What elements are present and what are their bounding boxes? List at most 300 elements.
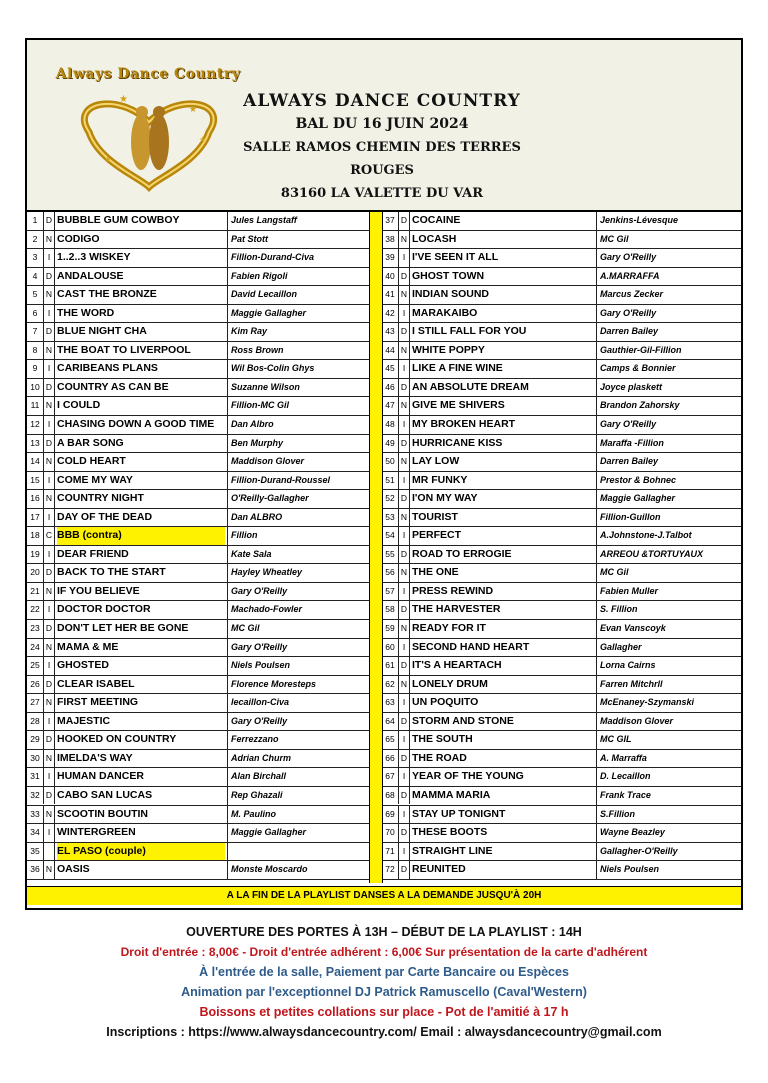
playlist-row	[382, 750, 741, 769]
playlist-row	[382, 824, 741, 843]
dance-level: D	[399, 212, 410, 230]
dance-number: 44	[382, 342, 399, 360]
choreographer: Gary O'Reilly	[600, 307, 657, 318]
column-separator	[227, 620, 228, 638]
choreographer: Gary O'Reilly	[600, 419, 657, 430]
dance-level: I	[44, 249, 55, 267]
dance-level: D	[399, 323, 410, 341]
choreographer: Maddison Glover	[231, 456, 305, 467]
dance-number: 3	[27, 249, 44, 267]
dance-title: GIVE ME SHIVERS	[412, 399, 505, 412]
playlist-row	[27, 397, 369, 416]
column-separator	[596, 323, 597, 341]
dance-title: GHOSTED	[57, 659, 109, 672]
dance-level: I	[44, 824, 55, 842]
dance-title: DOCTOR DOCTOR	[57, 603, 151, 616]
choreographer: Evan Vanscoyk	[600, 623, 666, 634]
dance-level: I	[399, 249, 410, 267]
playlist-row	[27, 731, 369, 750]
column-separator	[596, 768, 597, 786]
column-separator	[596, 472, 597, 490]
dance-number: 15	[27, 472, 44, 490]
playlist-row	[27, 379, 369, 398]
choreographer: Fillion-Guillon	[600, 511, 661, 522]
dance-title: STORM AND STONE	[412, 714, 514, 727]
column-separator	[596, 601, 597, 619]
column-separator	[227, 861, 228, 879]
choreographer: Ferrezzano	[231, 734, 279, 745]
choreographer: Fillion-MC Gil	[231, 400, 289, 411]
choreographer	[231, 843, 369, 861]
choreographer: Niels Poulsen	[600, 864, 660, 875]
choreographer: MC Gil	[231, 623, 260, 634]
choreographer: Ross Brown	[231, 344, 284, 355]
playlist-row	[382, 861, 741, 880]
dance-number: 72	[382, 861, 399, 879]
dance-number: 30	[27, 750, 44, 768]
column-separator	[596, 546, 597, 564]
dance-title: MR FUNKY	[412, 473, 468, 486]
column-separator	[596, 360, 597, 378]
playlist-row	[382, 342, 741, 361]
dance-number: 18	[27, 527, 44, 545]
dance-number: 28	[27, 713, 44, 731]
choreographer: S.Fillion	[600, 808, 635, 819]
dance-number: 56	[382, 564, 399, 582]
choreographer: Maggie Gallagher	[600, 493, 676, 504]
column-separator	[596, 490, 597, 508]
column-separator	[596, 843, 597, 861]
dance-level: I	[44, 472, 55, 490]
playlist-row	[382, 490, 741, 509]
dance-title: MAMMA MARIA	[412, 788, 491, 801]
contact-info: Inscriptions : https://www.alwaysdancecountry.com/ Email : alwaysdancecountry@gmail.com	[106, 1025, 662, 1039]
event-titles	[227, 90, 537, 205]
choreographer: Darren Bailey	[600, 456, 659, 467]
dance-title: DON'T LET HER BE GONE	[57, 622, 189, 635]
dance-title: I'VE SEEN IT ALL	[412, 251, 499, 264]
dance-number: 19	[27, 546, 44, 564]
dance-title: IF YOU BELIEVE	[57, 584, 140, 597]
column-separator	[596, 787, 597, 805]
playlist-row	[27, 416, 369, 435]
dance-level: I	[399, 416, 410, 434]
dance-number: 53	[382, 509, 399, 527]
choreographer: Alan Birchall	[231, 771, 287, 782]
dance-title: COCAINE	[412, 214, 461, 226]
dance-title: GHOST TOWN	[412, 269, 485, 282]
dance-title: COLD HEART	[57, 455, 126, 468]
column-separator	[227, 397, 228, 415]
dance-number: 51	[382, 472, 399, 490]
svg-text:★: ★	[104, 155, 112, 164]
dance-level: I	[399, 694, 410, 712]
playlist-row	[382, 583, 741, 602]
choreographer: Gary O'Reilly	[231, 641, 288, 652]
dance-number: 23	[27, 620, 44, 638]
choreographer: Ben Murphy	[231, 437, 284, 448]
dance-level: I	[399, 472, 410, 490]
column-separator	[227, 305, 228, 323]
event-date: BAL DU 16 JUIN 2024	[295, 116, 469, 132]
dance-number: 64	[382, 713, 399, 731]
dance-title: MARAKAIBO	[412, 306, 478, 319]
dance-level: I	[399, 843, 410, 861]
playlist-row	[27, 212, 369, 231]
dance-number: 11	[27, 397, 44, 415]
choreographer: Marcus Zecker	[600, 289, 664, 300]
dance-level: N	[44, 861, 55, 879]
playlist-row	[27, 657, 369, 676]
playlist-row	[382, 435, 741, 454]
dance-number: 41	[382, 286, 399, 304]
choreographer: Dan ALBRO	[231, 511, 283, 522]
dance-title: EL PASO (couple)	[57, 843, 225, 861]
dance-level: D	[399, 824, 410, 842]
playlist-row	[27, 527, 369, 546]
dance-title: HUMAN DANCER	[57, 770, 144, 783]
choreographer: Florence Moresteps	[231, 678, 317, 689]
playlist-row	[382, 416, 741, 435]
dance-number: 49	[382, 435, 399, 453]
dance-level: D	[399, 268, 410, 286]
choreographer: MC Gil	[600, 233, 629, 244]
dance-level: D	[44, 268, 55, 286]
choreographer: Gary O'Reilly	[231, 585, 288, 596]
dance-title: THESE BOOTS	[412, 826, 488, 839]
playlist-row	[382, 657, 741, 676]
column-separator	[596, 731, 597, 749]
dance-number: 25	[27, 657, 44, 675]
playlist-row	[382, 323, 741, 342]
dance-level: D	[399, 601, 410, 619]
choreographer: Niels Poulsen	[231, 660, 291, 671]
playlist-row	[27, 490, 369, 509]
dance-number: 69	[382, 806, 399, 824]
playlist-left-column	[27, 212, 369, 880]
dance-number: 2	[27, 231, 44, 249]
choreographer: Adrian Churm	[231, 752, 292, 763]
column-separator	[596, 286, 597, 304]
playlist-row	[27, 787, 369, 806]
dance-number: 40	[382, 268, 399, 286]
dance-number: 57	[382, 583, 399, 601]
dance-number: 70	[382, 824, 399, 842]
dance-number: 48	[382, 416, 399, 434]
dance-title: THE BOAT TO LIVERPOOL	[57, 343, 191, 356]
playlist-right-column	[382, 212, 741, 880]
playlist-row	[382, 620, 741, 639]
dance-number: 42	[382, 305, 399, 323]
dance-level: I	[44, 360, 55, 378]
choreographer: Gary O'Reilly	[231, 715, 288, 726]
logo-text: Always Dance Country	[55, 66, 241, 82]
dance-level: I	[44, 546, 55, 564]
dance-level: I	[399, 639, 410, 657]
dance-level: N	[44, 453, 55, 471]
playlist-row	[27, 750, 369, 769]
dance-number: 12	[27, 416, 44, 434]
dance-title: DEAR FRIEND	[57, 547, 129, 560]
choreographer: Prestor & Bohnec	[600, 474, 677, 485]
playlist-row	[27, 694, 369, 713]
dance-number: 47	[382, 397, 399, 415]
svg-text:★: ★	[189, 104, 198, 114]
dance-level: D	[399, 379, 410, 397]
dance-number: 39	[382, 249, 399, 267]
dance-level	[44, 843, 55, 861]
column-separator	[227, 360, 228, 378]
logo	[49, 62, 249, 202]
choreographer: McEnaney-Szymanski	[600, 697, 695, 708]
dance-title: PERFECT	[412, 529, 462, 542]
column-separator	[596, 397, 597, 415]
column-separator	[227, 268, 228, 286]
playlist-row	[382, 713, 741, 732]
playlist-row	[382, 472, 741, 491]
choreographer: Lorna Cairns	[600, 660, 656, 671]
dance-number: 22	[27, 601, 44, 619]
column-divider	[369, 212, 383, 883]
choreographer: Machado-Fowler	[231, 604, 303, 615]
column-separator	[596, 249, 597, 267]
dance-title: BBB (contra)	[57, 527, 225, 545]
dance-number: 58	[382, 601, 399, 619]
column-separator	[227, 472, 228, 490]
dance-level: I	[399, 583, 410, 601]
choreographer: D. Lecaillon	[600, 771, 651, 782]
column-separator	[227, 453, 228, 471]
dance-number: 46	[382, 379, 399, 397]
dance-title: YEAR OF THE YOUNG	[412, 770, 524, 783]
dance-number: 38	[382, 231, 399, 249]
choreographer: Hayley Wheatley	[231, 567, 303, 578]
dance-number: 66	[382, 750, 399, 768]
dance-level: N	[44, 231, 55, 249]
playlist-row	[382, 694, 741, 713]
dance-level: I	[399, 360, 410, 378]
choreographer: lecaillon-Civa	[231, 697, 290, 708]
choreographer: Jules Langstaff	[231, 215, 297, 225]
playlist-row	[27, 342, 369, 361]
playlist-row	[27, 768, 369, 787]
column-separator	[227, 286, 228, 304]
dance-title: WINTERGREEN	[57, 826, 136, 839]
choreographer: Gary O'Reilly	[600, 252, 657, 263]
header	[27, 40, 741, 212]
column-separator	[227, 713, 228, 731]
choreographer: A. Marraffa	[600, 752, 647, 763]
playlist-row	[382, 639, 741, 658]
dance-number: 61	[382, 657, 399, 675]
dance-level: D	[399, 546, 410, 564]
column-separator	[596, 861, 597, 879]
playlist-row	[27, 601, 369, 620]
dance-number: 43	[382, 323, 399, 341]
choreographer: Fillion	[231, 530, 258, 541]
column-separator	[227, 657, 228, 675]
choreographer: MC Gil	[600, 567, 629, 578]
choreographer: David Lecaillon	[231, 289, 298, 300]
column-separator	[596, 453, 597, 471]
column-separator	[596, 806, 597, 824]
column-separator	[227, 379, 228, 397]
dance-number: 20	[27, 564, 44, 582]
dance-title: CHASING DOWN A GOOD TIME	[57, 418, 215, 431]
dance-number: 35	[27, 843, 44, 861]
choreographer: Fillion-Durand-Roussel	[231, 474, 330, 485]
dance-number: 7	[27, 323, 44, 341]
dance-level: D	[44, 435, 55, 453]
playlist-row	[27, 435, 369, 454]
column-separator	[227, 601, 228, 619]
dance-title: OASIS	[57, 863, 90, 876]
playlist-row	[382, 509, 741, 528]
svg-text:★: ★	[199, 135, 207, 144]
dance-number: 4	[27, 268, 44, 286]
playlist-row	[27, 268, 369, 287]
dance-title: AN ABSOLUTE DREAM	[412, 380, 529, 393]
playlist-row	[27, 305, 369, 324]
playlist-row	[27, 231, 369, 250]
choreographer: Maggie Gallagher	[231, 307, 307, 318]
column-separator	[227, 676, 228, 694]
dance-number: 59	[382, 620, 399, 638]
dance-level: N	[399, 286, 410, 304]
dance-level: I	[44, 601, 55, 619]
playlist-row	[382, 843, 741, 862]
column-separator	[596, 305, 597, 323]
choreographer: Monste Moscardo	[231, 864, 308, 875]
column-separator	[596, 435, 597, 453]
dance-level: D	[44, 787, 55, 805]
column-separator	[596, 583, 597, 601]
column-separator	[596, 676, 597, 694]
dance-number: 13	[27, 435, 44, 453]
dance-title: FIRST MEETING	[57, 696, 139, 709]
dance-level: I	[44, 305, 55, 323]
dance-title: IMELDA'S WAY	[57, 751, 133, 764]
dance-title: COME MY WAY	[57, 473, 133, 486]
playlist-footer-note: A LA FIN DE LA PLAYLIST DANSES A LA DEMANDE JUSQU'À 20H	[27, 886, 741, 905]
choreographer: Gauthier-Gil-Fillion	[600, 344, 682, 355]
svg-text:★: ★	[119, 94, 128, 105]
playlist-row	[382, 360, 741, 379]
dance-number: 26	[27, 676, 44, 694]
choreographer: Dan Albro	[231, 419, 274, 430]
choreographer: Wayne Beazley	[600, 827, 665, 838]
playlist-row	[27, 509, 369, 528]
dance-title: INDIAN SOUND	[412, 288, 490, 301]
dance-title: STRAIGHT LINE	[412, 844, 493, 857]
playlist-row	[382, 212, 741, 231]
column-separator	[227, 435, 228, 453]
column-separator	[227, 490, 228, 508]
dance-number: 17	[27, 509, 44, 527]
playlist-row	[27, 824, 369, 843]
opening-hours: OUVERTURE DES PORTES À 13H – DÉBUT DE LA PLAYLIST : 14H	[186, 925, 582, 939]
dance-title: 1..2..3 WISKEY	[57, 251, 131, 264]
playlist-row	[27, 676, 369, 695]
column-separator	[596, 509, 597, 527]
playlist-row	[27, 806, 369, 825]
choreographer: A.MARRAFFA	[600, 270, 660, 281]
column-separator	[596, 824, 597, 842]
dance-title: CAST THE BRONZE	[57, 288, 157, 301]
column-separator	[227, 416, 228, 434]
playlist-row	[27, 546, 369, 565]
dance-number: 14	[27, 453, 44, 471]
choreographer: Gallagher-O'Reilly	[600, 845, 678, 856]
dj-info: Animation par l'exceptionnel DJ Patrick Ramuscello (Caval'Western)	[181, 985, 587, 999]
dance-number: 24	[27, 639, 44, 657]
playlist-row	[27, 360, 369, 379]
dance-number: 6	[27, 305, 44, 323]
choreographer: Joyce plaskett	[600, 381, 663, 392]
playlist-row	[27, 861, 369, 880]
choreographer: Jenkins-Lévesque	[600, 215, 679, 225]
dance-level: N	[399, 564, 410, 582]
dance-title: I COULD	[57, 399, 101, 412]
column-separator	[596, 620, 597, 638]
playlist-row	[382, 453, 741, 472]
dance-number: 9	[27, 360, 44, 378]
drinks-info: Boissons et petites collations sur place - Pot de l'amitié à 17 h	[199, 1005, 569, 1019]
playlist-row	[382, 806, 741, 825]
dance-number: 8	[27, 342, 44, 360]
dance-level: D	[399, 490, 410, 508]
dance-level: I	[399, 305, 410, 323]
dance-number: 27	[27, 694, 44, 712]
dance-title: LIKE A FINE WINE	[412, 362, 503, 375]
playlist-row	[382, 676, 741, 695]
dance-level: D	[399, 750, 410, 768]
dance-level: N	[399, 676, 410, 694]
dance-number: 10	[27, 379, 44, 397]
dance-level: N	[44, 694, 55, 712]
column-separator	[596, 657, 597, 675]
dance-number: 52	[382, 490, 399, 508]
playlist-row	[382, 564, 741, 583]
dance-title: MAJESTIC	[57, 714, 111, 727]
playlist-row	[382, 379, 741, 398]
dance-level: I	[44, 657, 55, 675]
choreographer: ARREOU &TORTUYAUX	[600, 548, 704, 559]
column-separator	[227, 768, 228, 786]
dance-level: D	[399, 435, 410, 453]
dance-title: CABO SAN LUCAS	[57, 788, 153, 801]
event-info	[0, 922, 768, 1042]
dance-level: D	[399, 861, 410, 879]
column-separator	[227, 787, 228, 805]
dance-level: I	[44, 509, 55, 527]
dance-title: I STILL FALL FOR YOU	[412, 325, 527, 338]
dance-number: 60	[382, 639, 399, 657]
column-separator	[227, 323, 228, 341]
dance-level: I	[44, 713, 55, 731]
playlist-row	[382, 286, 741, 305]
choreographer: A.Johnstone-J.Talbot	[600, 530, 692, 541]
playlist-row	[27, 620, 369, 639]
dance-number: 71	[382, 843, 399, 861]
dance-title: CLEAR ISABEL	[57, 677, 135, 690]
playlist-row	[27, 249, 369, 268]
column-separator	[596, 231, 597, 249]
column-separator	[227, 824, 228, 842]
choreographer: MC GIL	[600, 734, 632, 745]
choreographer: Fillion-Durand-Civa	[231, 252, 314, 263]
dance-title: STAY UP TONIGNT	[412, 807, 506, 820]
